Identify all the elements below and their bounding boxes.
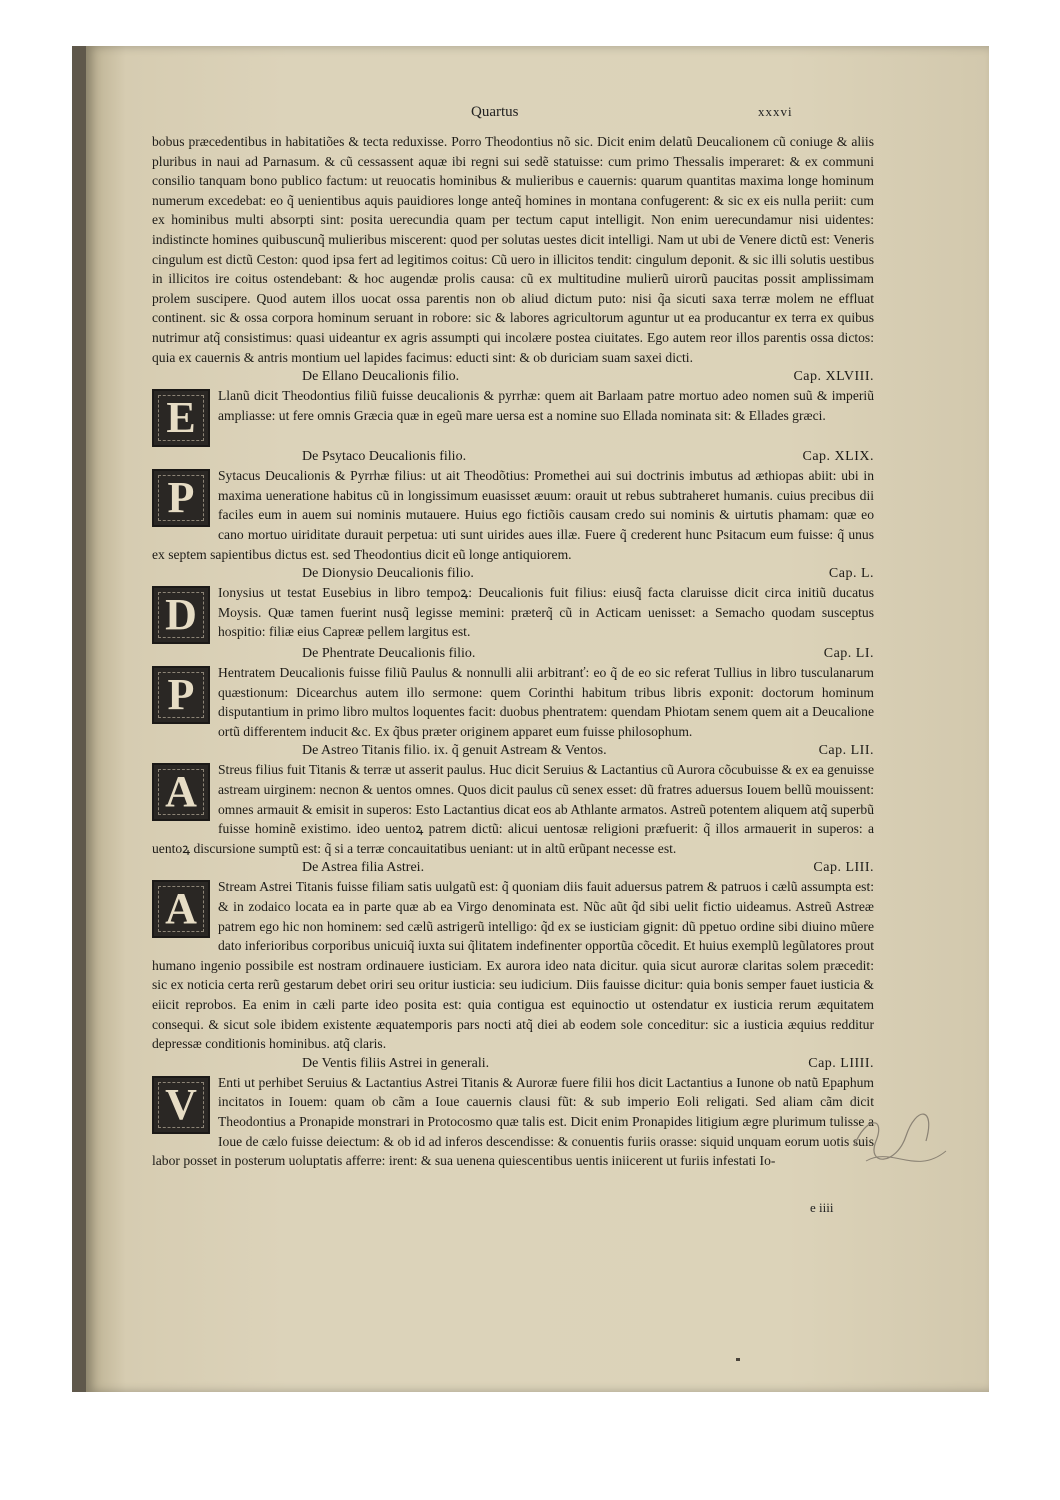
chapter-54 — [152, 1054, 874, 1171]
chapter-body: Stream Astrei Titanis fuisse filiam satis uulgatũ est: q̃ quoniam diis fauit aduersus patrem & patruos i cælũ assumpta est: & in zodaico locata ea in parte quæ ab ea Virgo denominata est. Nũc aũt q̃d sibi uelit fictio uideamus. Astreũ Astreæ patrem ego hic non hominem: sed cælũ astrigerũ intelligo: q̃d ex se iusticiam gignit: dũ ppetuo ordine sibi diuino mũere dato inferioribus corporibus unicuiq̃ iuxta sui q̃litatem indefinenter opportũa cõcedit. Et huius exemplũ legũlatores prout humano ingenio possibile est nostram ordinauere iusticiam. Ex aurora ideo nata dicitur. quia sicut auroræ claritas solem præcedit: sic ex noticia certa rerũ gestarum debet oriri seu oritur iusticia: seu iudicium. Diis fauisse dicitur: quia bonis semper fauet iusticia & eiicit reprobos. Ea enim in cæli parte ideo posita est: quia contigua est equinoctio ut ostendatur ex iusticia rerum æquitatem consequi. & sicut sole ibidem existente æquatemporis pars nocti atq̃ diei ab eodem sole conceditur: sic a iusticia æquius redditur depressæ conditionis hominibus. atq̃ claris. — [152, 879, 874, 1052]
chapter-number: Cap. LI. — [823, 646, 874, 662]
chapter-heading — [152, 367, 874, 386]
pencil-scribble — [846, 1086, 956, 1176]
woodcut-initial-a: A — [152, 880, 210, 938]
chapter-52 — [152, 741, 874, 858]
chapter-body: Sytacus Deucalionis & Pyrrhæ filius: ut ait Theodõtius: Promethei aui sui doctrinis imbutus ad æthiopas abiit: ubi in maxima ueneratione habitus cũ in longissimum euasisset æuum: orauit ut rebus subtraheret humanis. cuius precibus dii faciles eum in auem sui nominis mutauere. Huius ego fictiõis causam credo sui nominis & uirtutis phamam: quæ eo cano mortuo uiriditate durauit perpetua: uti sunt uirides aues illæ. Fuere q̃ crederent hunc Psitacum eum fuisse: q̃ unus ex septem sapientibus dictus est. sed Theodontius dicit eũ longe antiquiorem. — [152, 468, 874, 562]
chapter-body: Enti ut perhibet Seruius & Lactantius Astrei Titanis & Auroræ fuere filii hos dicit Lactantius a Iunone ob natũ Epaphum incitatos in Iouem: quam ob cãm a Ioue cauernis clausi fũt: & sub imperio Eoli religati. Sed aliam cãm dicit Theodontius a Pronapide monstrari in Protocosmo quæ talis est. Dicit enim Pronapides litigium ægre plurimum tulisse a Ioue de cælo fuisse deiectum: & ob id ad inferos descendisse: & conuentis furiis orasse: siquid unquam eorum uotis suis labor posset in posterum uoluptatis afferre: irent: & sua uenena quiescentibus uentis iniicerent ut furiis infestati Io- — [152, 1074, 874, 1169]
chapter-title: De Ellano Deucalionis filio. — [302, 369, 460, 385]
woodcut-initial-a: A — [152, 763, 210, 821]
chapter-body: Ionysius ut testat Eusebius in libro tempoꝝ: Deucalionis fuit filius: eiusq̃ facta claruisse dicit circa initiũ ducatus Moysis. Quæ tamen fuerint nusq̃ legisse memini: præterq̃ cũ in Acticam uenisset: a Semacho quodam susceptus hospitio: filiæ eius Capreæ pellem largitus est. — [218, 585, 874, 640]
chapter-number: Cap. L. — [828, 566, 874, 582]
book-page — [86, 46, 989, 1392]
chapter-53 — [152, 858, 874, 1053]
chapter-body: Streus filius fuit Titanis & terræ ut asserit paulus. Huc dicit Seruius & Lactantius cũ Aurora cõcubuisse & ex ea genuisse astream uirginem: necnon & uentos omnes. Quos dicit paulus cũ senex esset: dũ fratres aduersus Iouem bellũ mouissent: omnes armauit & emisit in superos: Esto Lactantius dicat eos ab Athlante armatos. Astreũ potentem aliquem atq̃ superbũ fuisse hominẽ existimo. ideo uentoꝝ patrem dictũ: alicui uentosæ religioni præfuerit: q̃ illos armauerit in superos: a uentoꝝ discursione sumptũ est: q̃ si a terræ concauitatibus ueniant: ut in altũ erũpant necesse est. — [152, 762, 874, 856]
chapter-title: De Dionysio Deucalionis filio. — [302, 566, 474, 582]
chapter-title: De Ventis filiis Astrei in generali. — [302, 1055, 490, 1071]
ink-speck — [736, 1358, 740, 1361]
chapter-50 — [152, 564, 874, 644]
intro-paragraph: bobus præcedentibus in habitatiões & tecta reduxisse. Porro Theodontius nõ sic. Dicit enim delatũ Deucalionem cũ coniuge & aliis pluribus in naui ad Parnasum. & cũ cessassent aquæ ibi regni sui sedẽ statuisse: cum primo Thessalis imperaret: & ex communi consilio tanquam bono publico factum: ut reuocatis hominibus & mulieribus e cauernis: quarum quantitas maxima longe hominum numerum excedebat: eo q̃ uenientibus aquis pauidiores longe anteq̃ homines in montana confugerent: & sic ex eis nulla periit: cum ex hominibus multi absorpti sint: posita uerecundia quam per tectum caput intelligit. Non enim uerecundamur nisi uidentes: indistincte homines quibuscunq̃ mulieribus miscerent: quod per solutas uestes dicit intelligi. Nam ut ubi de Venere dictũ est: Veneris cingulum est dictũ Ceston: quod ipsa fert ad legitimos coitus: Cũ uero in illicitos tendit: cingulum deponit. & sic illi solutis uestibus in illicitos ire coitus ostendebant: & hoc augendæ prolis causa: cũ ex multitudine mulierũ uirorũ paucitas possit amplissimam prolem suscipere. Quod autem illos uocat ossa parentis non ob aliud dictum puto: nisi q̃a sicuti saxa terræ molem ne effluat continent. sic & ossa corpora hominum seruant in robore: sic & labores agricultorum aguntur ut ea producantur ex terra ex quibus nutrimur atq̃ consistimus: quasi uideantur ex agris assumpti qui incolære postea ciuitates. Ego autem reor illos parentis ossa dictos: quia ex cauernis & antris montium uel lapides facimus: educti sint: & ob duriciam suam saxei dicti. — [152, 134, 874, 365]
running-head: Quartus — [471, 104, 519, 120]
woodcut-initial-p: P — [152, 666, 210, 724]
chapter-title: De Astrea filia Astrei. — [302, 860, 425, 876]
chapter-title: De Phentrate Deucalionis filio. — [302, 646, 476, 662]
chapter-48 — [152, 367, 874, 447]
chapter-heading — [152, 858, 874, 877]
chapter-heading — [152, 447, 874, 466]
chapter-number: Cap. XLVIII. — [793, 369, 874, 385]
chapter-51 — [152, 644, 874, 741]
folio-number: xxxvi — [758, 104, 793, 119]
chapter-heading — [152, 1054, 874, 1073]
catchword: e iiii — [810, 1200, 834, 1215]
chapter-body: Hentratem Deucalionis fuisse filiũ Paulus & nonnulli alii arbitranť: eo q̃ de eo sic referat Tullius in libro tusculanarum quæstionum: Dicearchus autem illo sermone: quem Corinthi habitum tribus libris exponit: doctorum hominum disputantium in primo libro multos loquentes facit: duobus phentratem: quendam Phiotam senem quem ait a Deucalione ortũ differentem inducit &c. Ex q̃bus præter originem apparet eum fuisse philosophum. — [218, 665, 874, 739]
text-block — [152, 132, 874, 1171]
chapter-number: Cap. XLIX. — [802, 449, 874, 465]
chapter-heading — [152, 644, 874, 663]
page-content — [86, 46, 989, 1392]
woodcut-initial-e: E — [152, 389, 210, 447]
chapter-number: Cap. LIIII. — [808, 1055, 874, 1071]
woodcut-initial-d: D — [152, 586, 210, 644]
chapter-49 — [152, 447, 874, 564]
chapter-title: De Psytaco Deucalionis filio. — [302, 449, 467, 465]
chapter-number: Cap. LII. — [818, 743, 874, 759]
chapter-heading — [152, 741, 874, 760]
woodcut-initial-v: V — [152, 1076, 210, 1134]
chapter-body: Llanũ dicit Theodontius filiũ fuisse deucalionis & pyrrhæ: quem ait Barlaam patre mortuo adeo nomen suũ & imperiũ ampliasse: ut fere omnis Græcia quæ in egeũ mare uersa est a nomine suo Ellada nominata sit: & Ellades græci. — [218, 388, 874, 423]
chapter-title: De Astreo Titanis filio. ix. q̃ genuit Astream & Ventos. — [302, 743, 607, 759]
chapter-heading — [152, 564, 874, 583]
chapter-number: Cap. LIII. — [813, 860, 874, 876]
woodcut-initial-p: P — [152, 469, 210, 527]
